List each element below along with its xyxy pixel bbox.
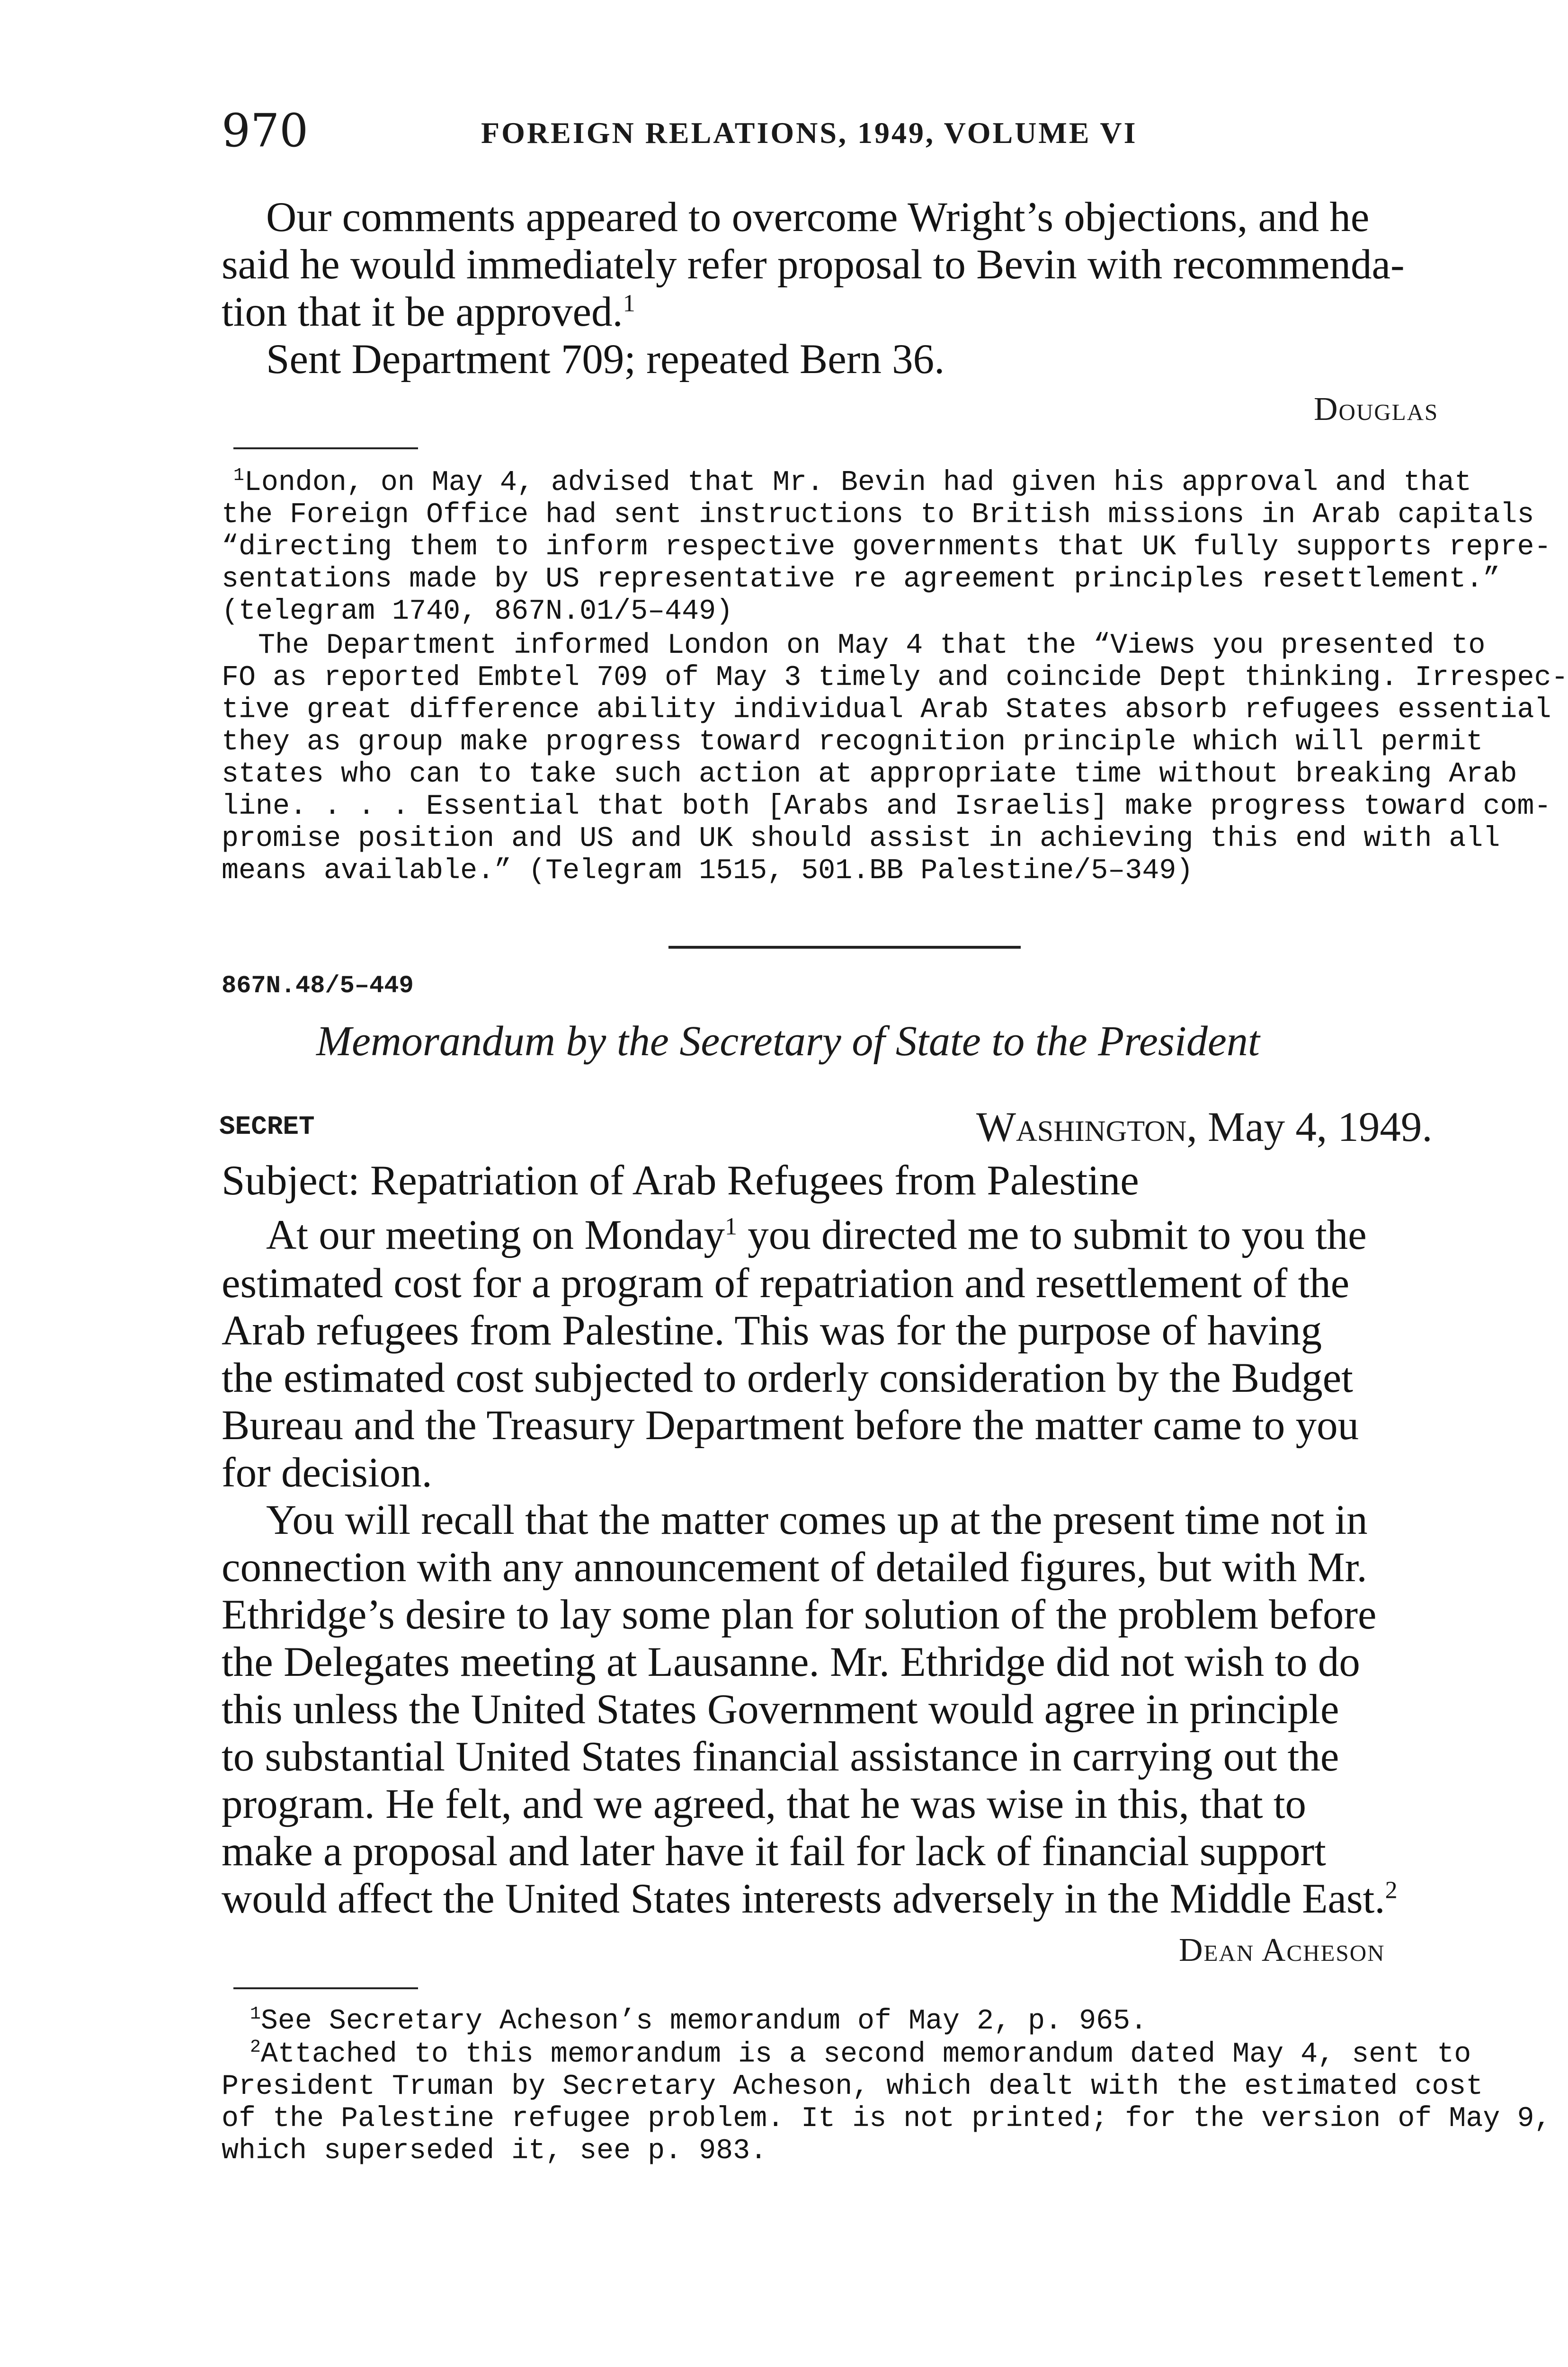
classification: SECRET: [219, 1112, 315, 1142]
footnote-2-2-line-3: of the Palestine refugee problem. It is not printed; for the version of May 9,: [222, 2103, 1551, 2135]
telegram-line-1: Our comments appeared to overcome Wright’s objections, and he: [266, 194, 1370, 240]
running-title: FOREIGN RELATIONS, 1949, VOLUME VI: [481, 116, 1138, 150]
footnote-2-1-marker: 1: [250, 2004, 261, 2024]
footnote-ref-2: 2: [1385, 1877, 1398, 1904]
para2-line-8: make a proposal and later have it fail for lack of financial support: [222, 1828, 1326, 1875]
footnote-1-line-3: “directing them to inform respective governments that UK fully supports repre-: [222, 531, 1551, 563]
subject-line: Subject: Repatriation of Arab Refugees from Palestine: [222, 1157, 1139, 1204]
dateline-place: Washington,: [976, 1104, 1197, 1150]
footnote-1-line-1: [233, 465, 1472, 499]
footnote-1-line-4: sentations made by US representative re agreement principles resettlement.”: [222, 563, 1500, 596]
memo-title: Memorandum by the Secretary of State to the President: [316, 1018, 1260, 1065]
para2-line-3: Ethridge’s desire to lay some plan for solution of the problem before: [222, 1592, 1377, 1638]
para2-line-9: [222, 1878, 1398, 1920]
footnote-1-line-5: (telegram 1740, 867N.01/5–449): [222, 596, 733, 628]
para2-line-6: to substantial United States financial assistance in carrying out the: [222, 1734, 1339, 1780]
para1-line-6: for decision.: [222, 1450, 432, 1496]
para2-line-1: You will recall that the matter comes up at the present time not in: [266, 1497, 1368, 1543]
footnote-rule-2: [233, 1987, 418, 1989]
para2-line-5: this unless the United States Government would agree in principle: [222, 1686, 1339, 1733]
footnote-2-1-text: See Secretary Acheson’s memorandum of May 2, p. 965.: [260, 2005, 1148, 2038]
para1-line-1: [266, 1214, 1367, 1256]
footnote-ref-1: 1: [623, 290, 635, 317]
signature-douglas: Douglas: [1314, 391, 1439, 427]
para2-line-9-text: would affect the United States interests adversely in the Middle East.: [222, 1876, 1385, 1922]
para2-line-4: the Delegates meeting at Lausanne. Mr. Ethridge did not wish to do: [222, 1639, 1360, 1685]
footnote-1b-line-4: they as group make progress toward recognition principle which will permit: [222, 726, 1483, 758]
signature-acheson: Dean Acheson: [1179, 1932, 1385, 1968]
footnote-1-line-2: the Foreign Office had sent instructions to British missions in Arab capitals: [222, 499, 1534, 531]
footnote-2-2-line-2: President Truman by Secretary Acheson, which dealt with the estimated cost: [222, 2071, 1483, 2103]
telegram-line-3: [222, 291, 635, 333]
footnote-1b-line-1: The Department informed London on May 4 that the “Views you presented to: [258, 630, 1486, 662]
footnote-2-2-line-4: which superseded it, see p. 983.: [222, 2135, 767, 2167]
para1-line-4: the estimated cost subjected to orderly consideration by the Budget: [222, 1355, 1354, 1401]
footnote-2-2-marker: 2: [250, 2037, 261, 2057]
document-id: 867N.48/5–449: [222, 972, 414, 1000]
para1-line-3: Arab refugees from Palestine. This was for the purpose of having: [222, 1308, 1322, 1354]
footnote-1b-line-3: tive great difference ability individual Arab States absorb refugees essential: [222, 694, 1551, 726]
footnote-rule-1: [233, 447, 418, 449]
para2-line-7: program. He felt, and we agreed, that he was wise in this, that to: [222, 1781, 1307, 1827]
telegram-line-2: said he would immediately refer proposal to Bevin with recommenda-: [222, 241, 1405, 288]
sent-line: Sent Department 709; repeated Bern 36.: [266, 336, 945, 383]
footnote-2-2-line-1-text: Attached to this memorandum is a second memorandum dated May 4, sent to: [260, 2038, 1471, 2071]
para2-line-2: connection with any announcement of detailed figures, but with Mr.: [222, 1544, 1367, 1591]
footnote-2-1: [250, 2004, 1148, 2038]
footnote-1b-line-6: line. . . . Essential that both [Arabs and Israelis] make progress toward com-: [222, 791, 1551, 823]
footnote-1b-line-8: means available.” (Telegram 1515, 501.BB Palestine/5–349): [222, 855, 1194, 887]
footnote-1b-line-7: promise position and US and UK should assist in achieving this end with all: [222, 823, 1500, 855]
footnote-1b-line-2: FO as reported Embtel 709 of May 3 timely and coincide Dept thinking. Irrespec-: [222, 662, 1568, 694]
footnote-ref-monday: 1: [724, 1213, 737, 1240]
dateline-date: May 4, 1949.: [1208, 1104, 1433, 1150]
telegram-line-3-text: tion that it be approved.: [222, 289, 623, 335]
section-separator: [668, 946, 1021, 949]
para1-line-2: estimated cost for a program of repatriation and resettlement of the: [222, 1260, 1350, 1307]
page-number: 970: [222, 104, 309, 157]
dateline: [976, 1103, 1433, 1151]
footnote-1-line-1-text: London, on May 4, advised that Mr. Bevin had given his approval and that: [244, 467, 1472, 499]
footnote-1-marker: 1: [233, 465, 244, 486]
para1-line-5: Bureau and the Treasury Department before the matter came to you: [222, 1402, 1359, 1449]
para1-line-1-b: you directed me to submit to you the: [737, 1212, 1367, 1258]
footnote-2-2-line-1: [250, 2037, 1471, 2071]
para1-line-1-a: At our meeting on Monday: [266, 1212, 725, 1258]
footnote-1b-line-5: states who can to take such action at appropriate time without breaking Arab: [222, 758, 1517, 791]
